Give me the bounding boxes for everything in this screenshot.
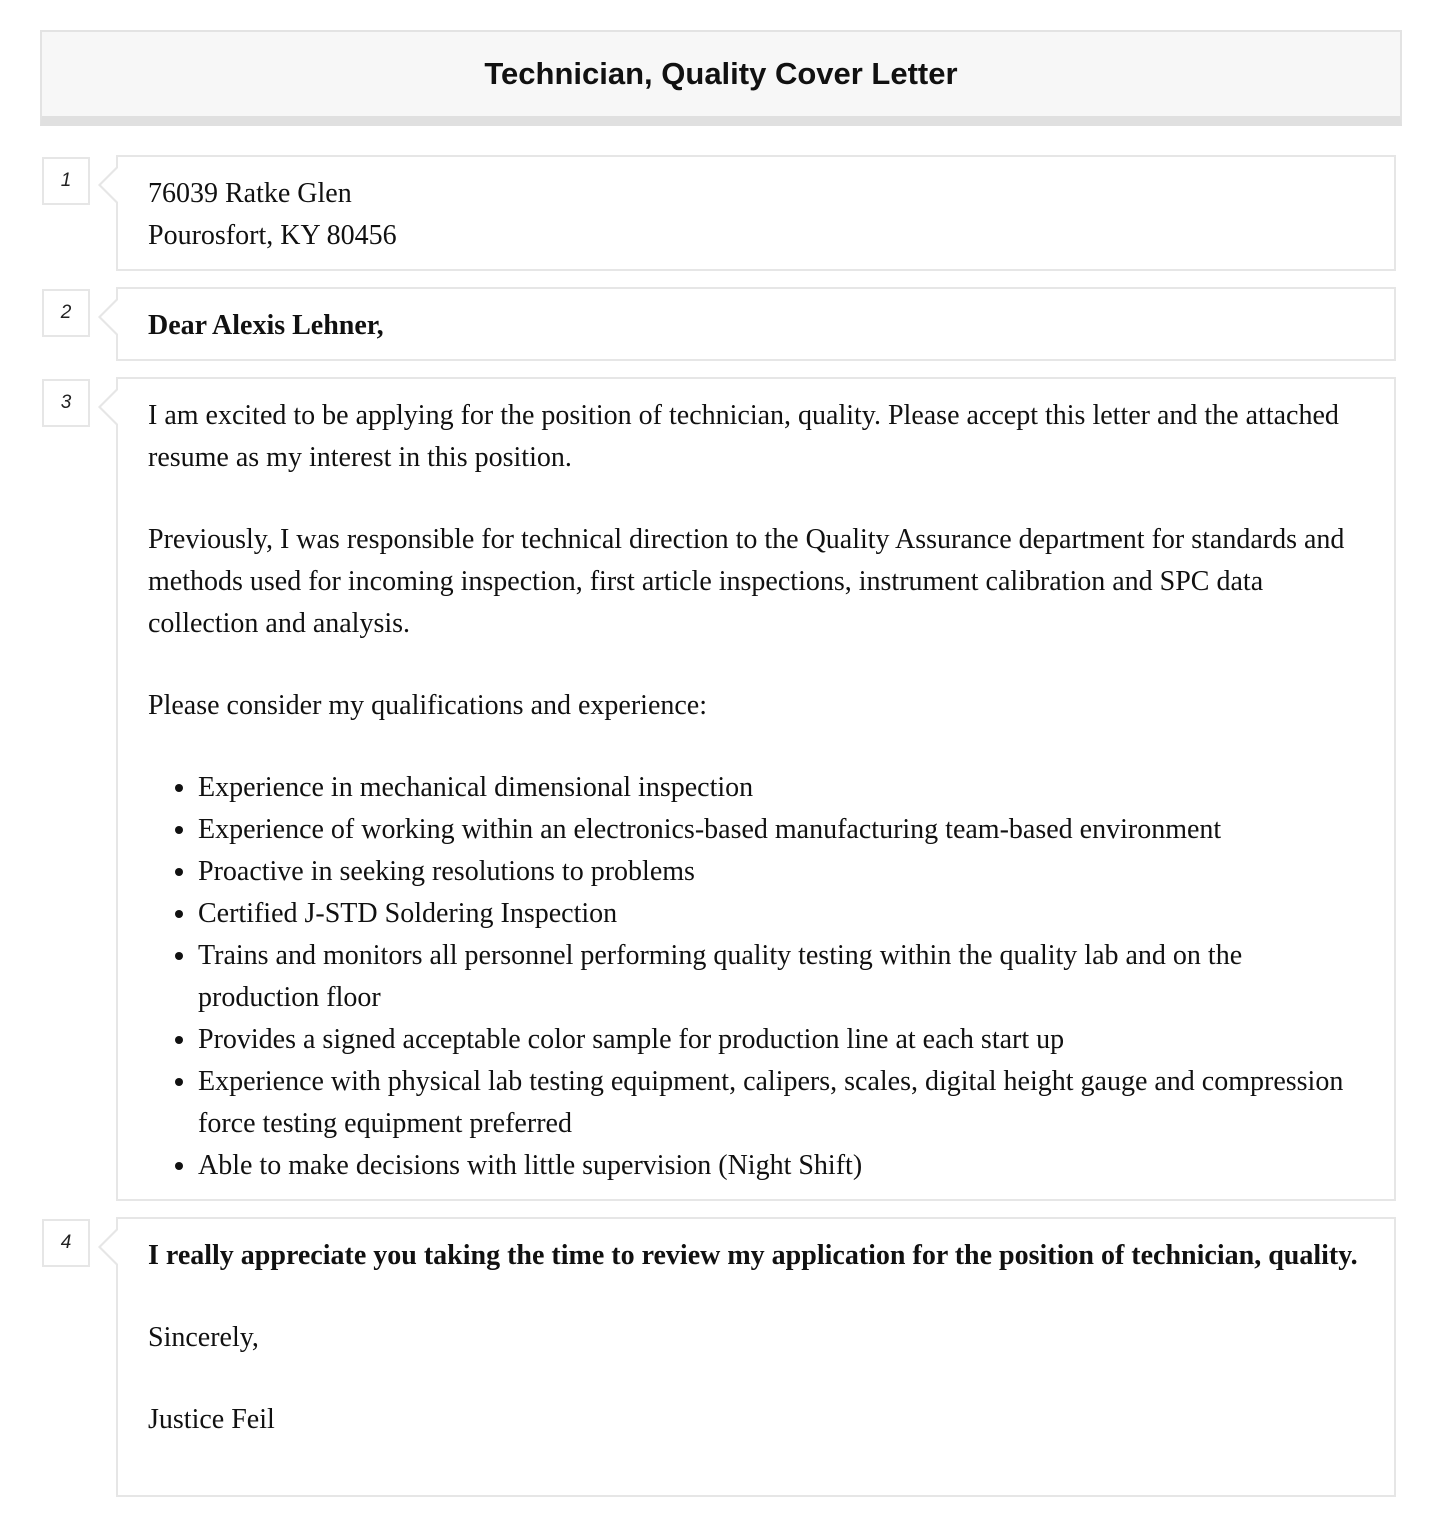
list-item: • Experience in mechanical dimensional inspection [198,767,1364,809]
page-title: Technician, Quality Cover Letter [484,56,958,91]
list-item: • Experience of working within an electronics-based manufacturing team-based environment [198,809,1364,851]
page-header [40,30,1402,126]
list-item: • Experience with physical lab testing equipment, calipers, scales, digital height gauge and compression force testing equipment preferred [198,1061,1364,1145]
body-section [116,377,1396,1201]
closing-section [116,1217,1396,1497]
list-item: • Certified J-STD Soldering Inspection [198,893,1364,935]
salutation: Dear Alexis Lehner, [148,310,384,341]
consider-paragraph: Please consider my qualifications and experience: [148,690,708,721]
list-item: • Provides a signed acceptable color sample for production line at each start up [198,1019,1364,1061]
list-item: • Trains and monitors all personnel performing quality testing within the quality lab and on the production floor [198,935,1364,1019]
list-item: • Proactive in seeking resolutions to problems [198,851,1364,893]
section-number-1: 1 [42,157,90,205]
list-item: • Able to make decisions with little supervision (Night Shift) [198,1145,1364,1187]
address-section [116,155,1396,271]
address-line-2: Pourosfort, KY 80456 [148,220,397,251]
intro-paragraph: I am excited to be applying for the position of technician, quality. Please accept this letter and the attached resume as my interest in this position. [148,400,1339,473]
section-number-2: 2 [42,289,90,337]
signature-name: Justice Feil [148,1404,275,1435]
section-number-3: 3 [42,379,90,427]
section-number-4: 4 [42,1219,90,1267]
previous-experience-paragraph: Previously, I was responsible for technical direction to the Quality Assurance department for standards and methods used for incoming inspection, first article inspections, instrument calibration and SPC data collection and analysis. [148,524,1345,639]
address-line-1: 76039 Ratke Glen [148,178,352,209]
closing-paragraph: I really appreciate you taking the time to review my application for the position of technician, quality. [148,1240,1358,1271]
qualifications-list [148,767,1364,1187]
salutation-section [116,287,1396,361]
signoff: Sincerely, [148,1322,259,1353]
